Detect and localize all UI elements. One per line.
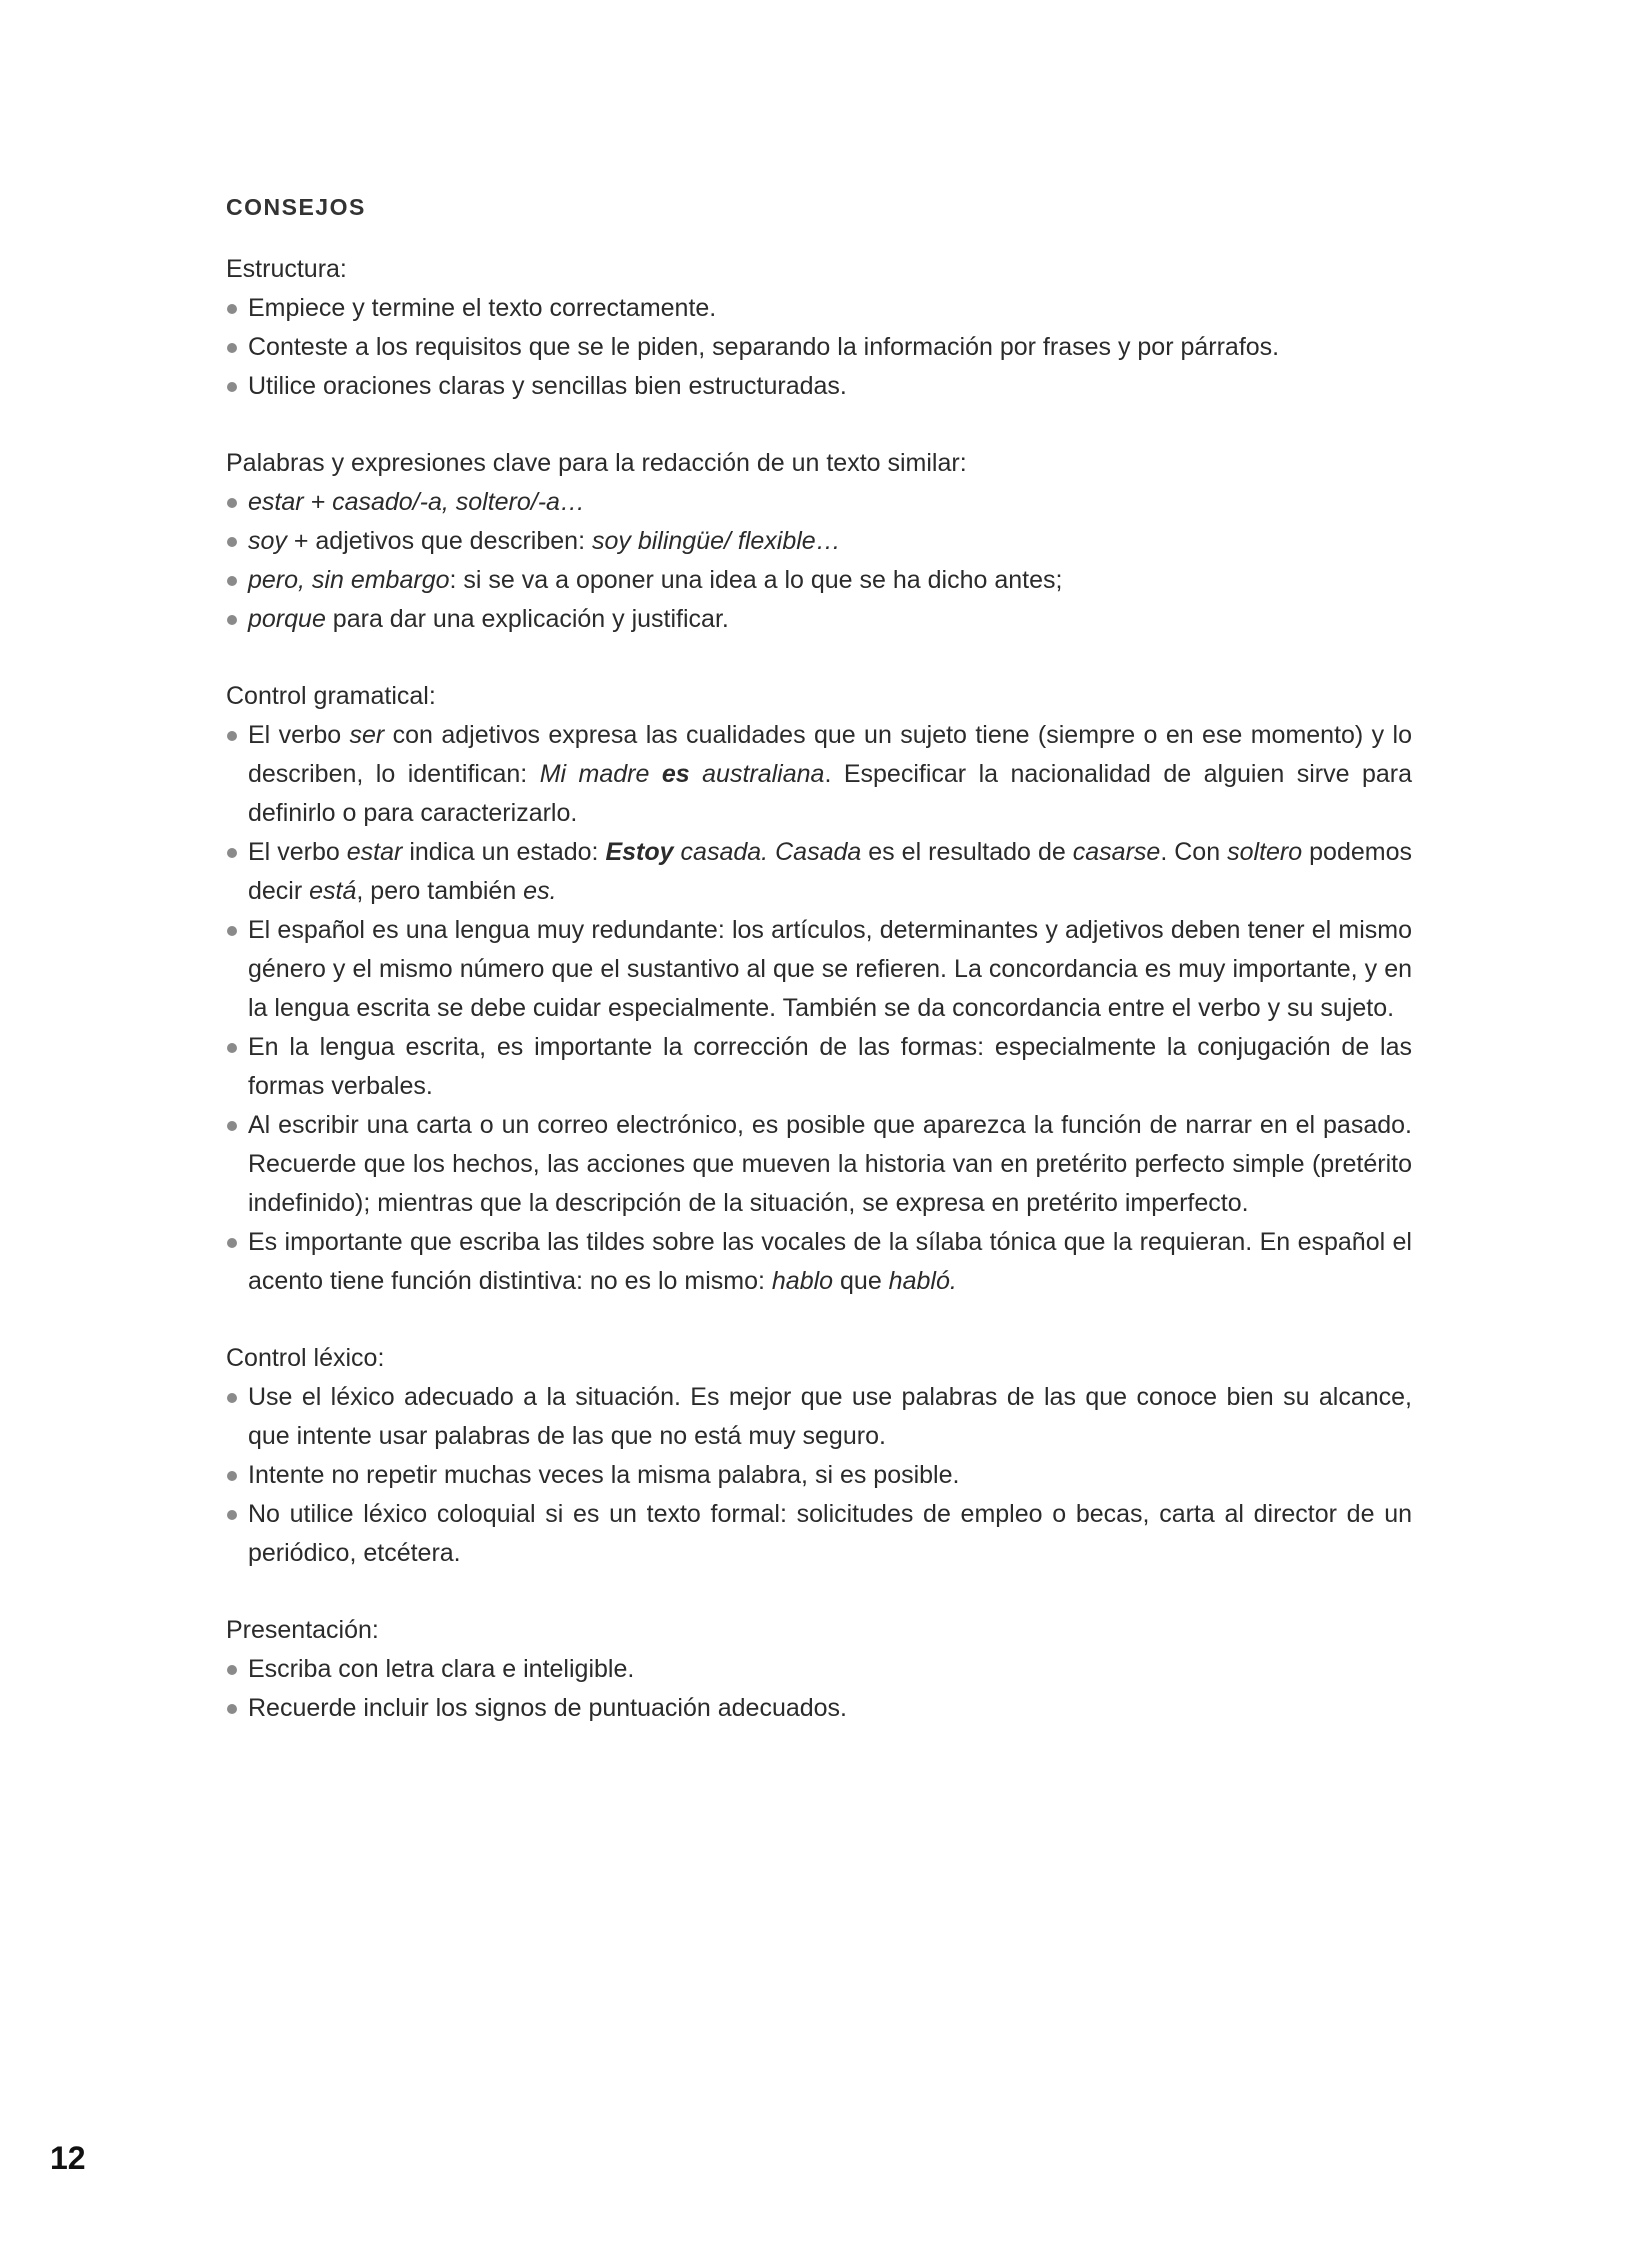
text-segment: . Con xyxy=(1160,838,1228,866)
text-segment: indica un estado: xyxy=(402,838,606,866)
text-segment: con adjetivos expresa las cualidades que un sujeto tiene (siempre o en ese momento) y lo describen, lo identifican: xyxy=(248,721,1412,788)
section xyxy=(226,1611,1412,1728)
text-segment: estar xyxy=(346,838,403,866)
text-segment: Utilice oraciones claras y sencillas bien estructuradas. xyxy=(248,372,847,400)
bullet-list xyxy=(226,1378,1412,1573)
text-segment: . Especificar la nacionalidad de alguien sirve para definirlo o para caracterizarlo. xyxy=(248,760,1412,827)
list-item xyxy=(226,833,1412,911)
list-item xyxy=(226,561,1412,600)
list-item xyxy=(226,600,1412,639)
text-segment: es xyxy=(661,760,690,788)
text-segment: Recuerde incluir los signos de puntuación adecuados. xyxy=(248,1694,847,1722)
text-segment: para dar una explicación y justificar. xyxy=(325,605,729,633)
list-item xyxy=(226,716,1412,833)
text-segment: Mi madre xyxy=(539,760,662,788)
text-segment: casada. Casada xyxy=(673,838,862,866)
text-segment: El verbo xyxy=(248,838,347,866)
text-segment: hablo xyxy=(771,1267,834,1295)
text-segment: Es importante que escriba las tildes sobre las vocales de la sílaba tónica que la requieran. En español el acento tiene función distintiva: no es lo mismo: xyxy=(248,1228,1412,1295)
text-segment: está xyxy=(309,877,357,905)
text-segment: Escriba con letra clara e inteligible. xyxy=(248,1655,635,1683)
page-number: 12 xyxy=(50,2140,86,2176)
section xyxy=(226,444,1412,639)
list-item xyxy=(226,483,1412,522)
text-segment: No utilice léxico coloquial si es un texto formal: solicitudes de empleo o becas, carta al director de un periódico, etcétera. xyxy=(248,1500,1412,1567)
text-segment: soy xyxy=(248,527,287,555)
text-segment: soy bilingüe/ flexible… xyxy=(591,527,841,555)
section xyxy=(226,250,1412,406)
list-item xyxy=(226,1028,1412,1106)
page-content xyxy=(226,186,1412,1766)
page-heading: CONSEJOS xyxy=(226,194,366,220)
list-item xyxy=(226,522,1412,561)
text-segment: es. xyxy=(523,877,557,905)
text-segment: + adjetivos que describen: xyxy=(286,527,592,555)
text-segment: australiana xyxy=(689,760,825,788)
text-segment: El verbo xyxy=(248,721,350,749)
list-item xyxy=(226,328,1412,367)
bullet-list xyxy=(226,483,1412,639)
section-title: Control léxico: xyxy=(226,1344,385,1372)
list-item xyxy=(226,1378,1412,1456)
bullet-list xyxy=(226,289,1412,406)
text-segment: El español es una lengua muy redundante: los artículos, determinantes y adjetivos deben tener el mismo género y el mismo número que el sustantivo al que se refieren. La concordancia es muy importante, y en la lengua escrita se debe cuidar especialmente. También se da concordancia entre el verbo y su sujeto. xyxy=(248,916,1412,1022)
list-item xyxy=(226,1106,1412,1223)
bullet-list xyxy=(226,716,1412,1301)
section-title: Presentación: xyxy=(226,1616,379,1644)
bullet-list xyxy=(226,1650,1412,1728)
text-segment: estar + casado/-a, soltero/-a… xyxy=(248,488,585,516)
list-item xyxy=(226,1689,1412,1728)
section-title: Palabras y expresiones clave para la redacción de un texto similar: xyxy=(226,449,967,477)
text-segment: que xyxy=(833,1267,889,1295)
sections-container xyxy=(226,250,1412,1728)
text-segment: Estoy xyxy=(605,838,674,866)
section-title: Control gramatical: xyxy=(226,682,436,710)
text-segment: podemos decir xyxy=(248,838,1412,905)
text-segment: Use el léxico adecuado a la situación. Es mejor que use palabras de las que conoce bien su alcance, que intente usar palabras de las que no está muy seguro. xyxy=(248,1383,1412,1450)
section xyxy=(226,677,1412,1301)
text-segment: Empiece y termine el texto correctamente. xyxy=(248,294,717,322)
list-item xyxy=(226,1495,1412,1573)
text-segment: habló. xyxy=(888,1267,957,1295)
text-segment: : si se va a oponer una idea a lo que se ha dicho antes; xyxy=(449,566,1063,594)
text-segment: pero, sin embargo xyxy=(248,566,450,594)
section-title: Estructura: xyxy=(226,255,347,283)
list-item xyxy=(226,1223,1412,1301)
list-item xyxy=(226,1650,1412,1689)
list-item xyxy=(226,367,1412,406)
text-segment: porque xyxy=(248,605,326,633)
text-segment: Conteste a los requisitos que se le piden, separando la información por frases y por párrafos. xyxy=(248,333,1280,361)
list-item xyxy=(226,911,1412,1028)
list-item xyxy=(226,1456,1412,1495)
text-segment: es el resultado de xyxy=(861,838,1073,866)
text-segment: En la lengua escrita, es importante la corrección de las formas: especialmente la conjugación de las formas verbales. xyxy=(248,1033,1412,1100)
text-segment: Al escribir una carta o un correo electrónico, es posible que aparezca la función de narrar en el pasado. Recuerde que los hechos, las acciones que mueven la historia van en pretérito perfecto simple (pretérito indefinido); mientras que la descripción de la situación, se expresa en pretérito imperfecto. xyxy=(248,1111,1412,1217)
text-segment: Intente no repetir muchas veces la misma palabra, si es posible. xyxy=(248,1461,960,1489)
text-segment: , pero también xyxy=(356,877,524,905)
section xyxy=(226,1339,1412,1573)
text-segment: casarse xyxy=(1072,838,1161,866)
list-item xyxy=(226,289,1412,328)
text-segment: soltero xyxy=(1227,838,1303,866)
text-segment: ser xyxy=(349,721,385,749)
